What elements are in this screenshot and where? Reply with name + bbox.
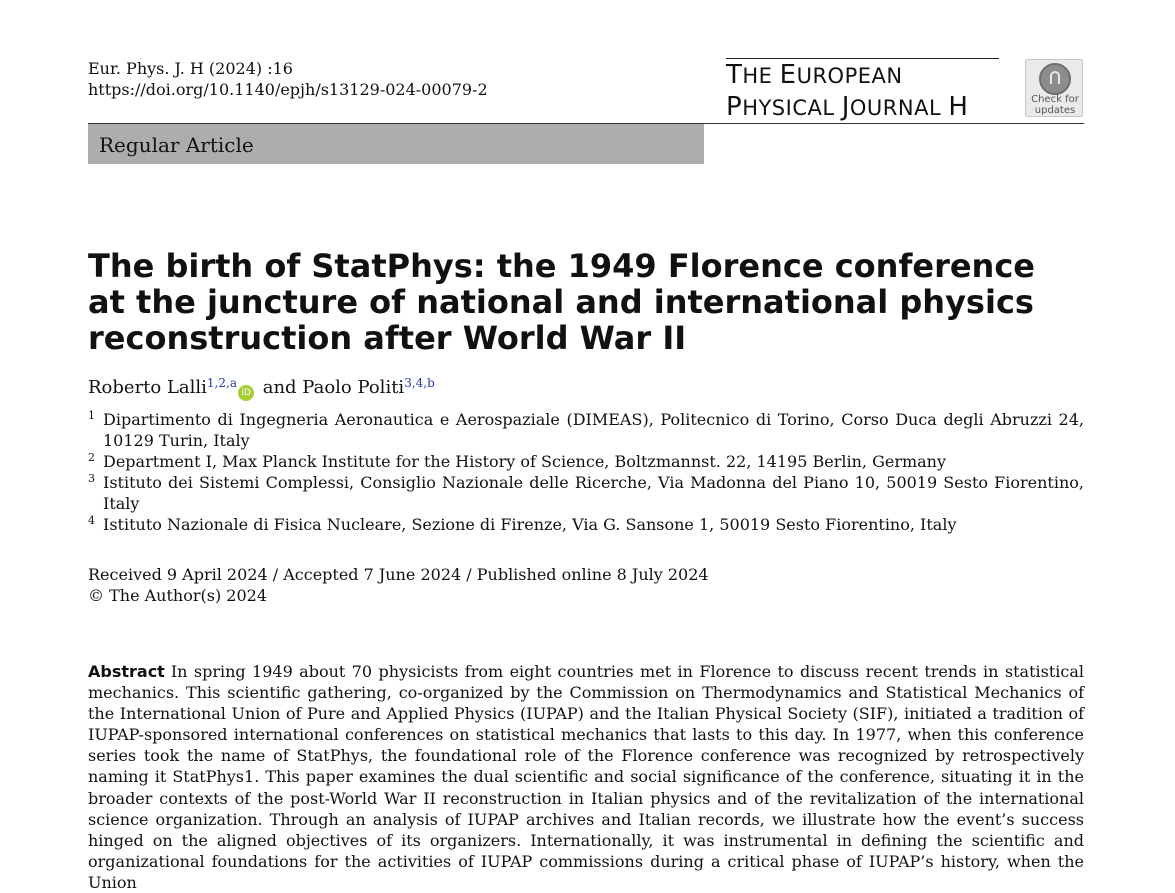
author-affiliation-sup[interactable]: 1,2,a — [206, 376, 237, 390]
affiliation-number: 3 — [88, 472, 95, 485]
journal-rule — [726, 58, 999, 59]
article-title: The birth of StatPhys: the 1949 Florence conference at the juncture of national and international physics reconstruction after World War II — [88, 247, 1035, 357]
journal-smallcaps: UROPEAN — [796, 64, 903, 88]
abstract-text: In spring 1949 about 70 physicists from eight countries met in Florence to discuss recent trends in statistical mechanics. This scientific gathering, co-organized by the Commission on Thermodynamics and Statistical Mechanics of the International Union of Pure and Applied Physics (IUPAP) and the Italian Physical Society (SIF), initiated a tradition of IUPAP-sponsored international conferences on statistical mechanics that lasts to this day. In 1977, when this conference series took the name of StatPhys, the foundational role of the Florence conference was recognized by retrospectively naming it StatPhys1. This paper examines the dual scientific and social significance of the conference, situating it in the broader contexts of the post-World War II reconstruction in Italian physics and of the revitalization of the international science organization. Through an analysis of IUPAP archives and Italian records, we illustrate how the event’s success hinged on the aligned objectives of its organizers. Internationally, it was instrumental in defining the scientific and organizational foundations for the activities of IUPAP commissions during a critical phase of IUPAP’s history, when the Union — [88, 662, 1084, 892]
journal-name-line1 — [726, 60, 1016, 92]
author-affiliation-sup[interactable]: 3,4,b — [404, 376, 435, 390]
doi-link[interactable]: https://doi.org/10.1140/epjh/s13129-024-00079-2 — [88, 80, 488, 99]
affiliation-number: 4 — [88, 514, 95, 527]
journal-name-line2 — [726, 92, 1016, 124]
journal-name — [726, 60, 1016, 124]
journal-smallcaps: HE — [742, 64, 780, 88]
affiliation-item — [88, 451, 1084, 472]
orcid-icon[interactable]: iD — [238, 385, 254, 401]
journal-cap: H — [948, 92, 969, 122]
badge-label-line2: updates — [1034, 105, 1076, 116]
journal-cap: T — [726, 60, 743, 90]
affiliation-text: Istituto Nazionale di Fisica Nucleare, Sezione di Firenze, Via G. Sansone 1, 50019 Sesto Fiorentino, Italy — [103, 515, 957, 534]
author-list — [88, 370, 435, 401]
abstract-label: Abstract — [88, 662, 165, 681]
affiliation-text: Department I, Max Planck Institute for the History of Science, Boltzmannst. 22, 14195 Berlin, Germany — [103, 452, 947, 471]
publication-history: Received 9 April 2024 / Accepted 7 June 2024 / Published online 8 July 2024 — [88, 565, 709, 584]
affiliation-text: Dipartimento di Ingegneria Aeronautica e Aerospaziale (DIMEAS), Politecnico di Torino, Corso Duca degli Abruzzi 24, 10129 Turin, Italy — [103, 410, 1084, 450]
journal-smallcaps: HYSICAL — [742, 96, 842, 120]
affiliation-number: 1 — [88, 409, 95, 422]
author-connector: and — [256, 377, 303, 398]
bookmark-icon — [1039, 63, 1071, 95]
affiliation-item — [88, 514, 1084, 535]
publication-dates — [88, 564, 709, 606]
journal-citation: Eur. Phys. J. H (2024) :16 — [88, 59, 293, 78]
article-type-bar — [88, 124, 704, 164]
article-type: Regular Article — [99, 133, 254, 157]
affiliation-list — [88, 409, 1084, 535]
author-name[interactable]: Paolo Politi — [302, 377, 405, 398]
journal-cap: J — [841, 92, 850, 122]
affiliation-item — [88, 409, 1084, 451]
journal-smallcaps: OURNAL — [849, 96, 949, 120]
affiliation-item — [88, 472, 1084, 514]
affiliation-text: Istituto dei Sistemi Complessi, Consiglio Nazionale delle Ricerche, Via Madonna del Piano 10, 50019 Sesto Fiorentino, Italy — [103, 473, 1084, 513]
check-for-updates-badge[interactable] — [1025, 59, 1083, 117]
author-name[interactable]: Roberto Lalli — [88, 377, 207, 398]
copyright-notice: © The Author(s) 2024 — [88, 586, 267, 605]
affiliation-number: 2 — [88, 451, 95, 464]
abstract — [88, 661, 1084, 893]
journal-cap: P — [726, 92, 743, 122]
badge-label — [1026, 94, 1084, 116]
badge-label-line1: Check for — [1031, 94, 1079, 105]
journal-cap: E — [779, 60, 797, 90]
